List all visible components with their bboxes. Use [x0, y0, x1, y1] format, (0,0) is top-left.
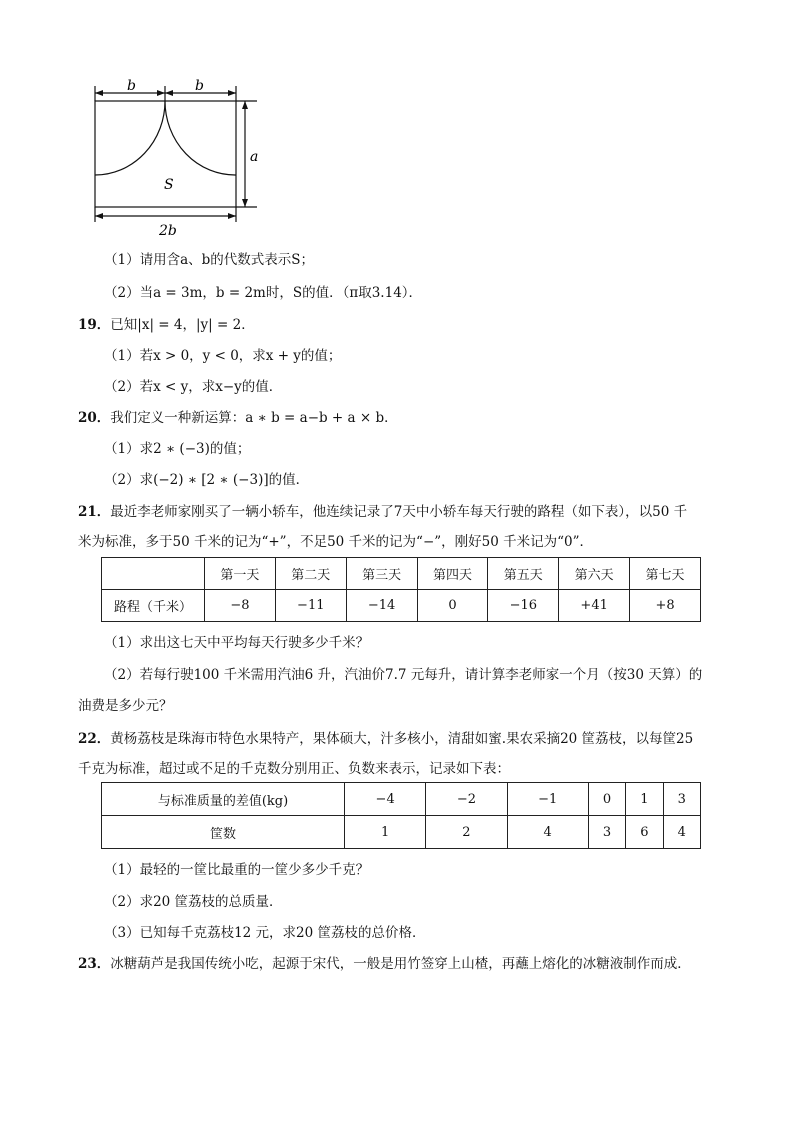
q20-number: 20． — [78, 410, 111, 426]
table-cell: 4 — [507, 816, 588, 849]
q21-number: 21． — [78, 504, 111, 520]
table-row — [102, 783, 701, 816]
table-cell: 第五天 — [488, 558, 559, 590]
label-a: a — [250, 149, 259, 165]
q19-part1: （1）若x > 0，y < 0，求x + y的值； — [104, 348, 342, 364]
q20-stem — [78, 406, 398, 426]
label-s: S — [164, 177, 174, 193]
geometry-figure — [0, 0, 794, 240]
figure-right-arc — [165, 101, 236, 175]
q23-stem-text: 冰糖葫芦是我国传统小吃，起源于宋代，一般是用竹签穿上山楂，再蘸上熔化的冰糖液制作而成． — [110, 956, 691, 972]
table-cell: 第二天 — [275, 558, 346, 590]
label-b-right: b — [195, 78, 204, 94]
q18-part2: （2）当a = 3m，b = 2m时，S的值．（π取3.14）． — [104, 285, 423, 301]
q19-stem — [78, 313, 255, 333]
q20-part1: （1）求2 ∗ (−3)的值； — [104, 441, 251, 457]
table-cell — [102, 558, 205, 590]
q22-stem-line2: 千克为标准，超过或不足的千克数分别用正、负数来表示，记录如下表： — [78, 761, 510, 777]
q22-stem-text1: 黄杨荔枝是珠海市特色水果特产，果体硕大，汁多核小，清甜如蜜.果农采摘20 筐荔枝，以每筐25 — [110, 731, 694, 747]
label-2b: 2b — [159, 223, 177, 239]
q21-part2-line2: 油费是多少元？ — [78, 698, 173, 714]
table-row — [102, 590, 701, 622]
q18-part1: （1）请用含a、b的代数式表示S； — [104, 252, 315, 268]
q19-stem-text: 已知|x| = 4，|y| = 2． — [110, 317, 255, 333]
table-cell: 4 — [663, 816, 700, 849]
table-cell: −14 — [346, 590, 417, 622]
label-b-left: b — [127, 78, 136, 94]
q21-stem-line2: 米为标准，多于50 千米的记为“+”，不足50 千米的记为“−”，刚好50 千米记为“0”． — [78, 534, 594, 550]
q21-part1: （1）求出这七天中平均每天行驶多少千米？ — [104, 635, 370, 651]
table-cell: 1 — [345, 816, 426, 849]
table-cell: 0 — [417, 590, 488, 622]
table-row — [102, 558, 701, 590]
table-row-label: 路程（千米） — [102, 590, 205, 622]
q23-stem — [78, 952, 691, 972]
q22-part1: （1）最轻的一筐比最重的一筐少多少千克？ — [104, 862, 370, 878]
table-cell: −1 — [507, 783, 588, 816]
table-cell: 第七天 — [630, 558, 701, 590]
q21-part2-line1: （2）若每行驶100 千米需用汽油6 升，汽油价7.7 元每升，请计算李老师家一个月（按30 天算）的 — [104, 667, 703, 683]
table-cell: −8 — [205, 590, 276, 622]
table-cell: −16 — [488, 590, 559, 622]
table-cell: +41 — [559, 590, 630, 622]
table-cell: 6 — [626, 816, 663, 849]
figure-left-arc — [95, 101, 165, 175]
q19-part2: （2）若x < y，求x−y的值． — [104, 379, 283, 395]
q22-number: 22． — [78, 731, 111, 747]
table-cell: 1 — [626, 783, 663, 816]
table-row — [102, 816, 701, 849]
q21-stem-text1: 最近李老师家刚买了一辆小轿车，他连续记录了7天中小轿车每天行驶的路程（如下表），以50 千 — [110, 504, 688, 520]
q20-part2: （2）求(−2) ∗ [2 ∗ (−3)]的值． — [104, 472, 310, 488]
table-cell: 0 — [588, 783, 625, 816]
table-cell: 第四天 — [417, 558, 488, 590]
q22-part2: （2）求20 筐荔枝的总质量． — [104, 894, 283, 910]
table-cell: 第六天 — [559, 558, 630, 590]
q22-stem-line1 — [78, 727, 693, 747]
table-row-label: 与标准质量的差值(kg) — [102, 783, 345, 816]
table-cell: 3 — [663, 783, 700, 816]
q21-mileage-table — [101, 557, 701, 622]
q22-part3: （3）已知每千克荔枝12 元，求20 筐荔枝的总价格． — [104, 925, 426, 941]
table-cell: +8 — [630, 590, 701, 622]
q22-lychee-table — [101, 782, 701, 849]
table-cell: −4 — [345, 783, 426, 816]
table-cell: −2 — [426, 783, 507, 816]
table-cell: 2 — [426, 816, 507, 849]
table-cell: −11 — [275, 590, 346, 622]
table-cell: 3 — [588, 816, 625, 849]
q19-number: 19． — [78, 317, 111, 333]
table-cell: 第三天 — [346, 558, 417, 590]
q23-number: 23． — [78, 956, 111, 972]
table-row-label: 筐数 — [102, 816, 345, 849]
q20-stem-text: 我们定义一种新运算：a ∗ b = a−b + a × b． — [110, 410, 398, 426]
table-cell: 第一天 — [205, 558, 276, 590]
q21-stem-line1 — [78, 500, 687, 520]
